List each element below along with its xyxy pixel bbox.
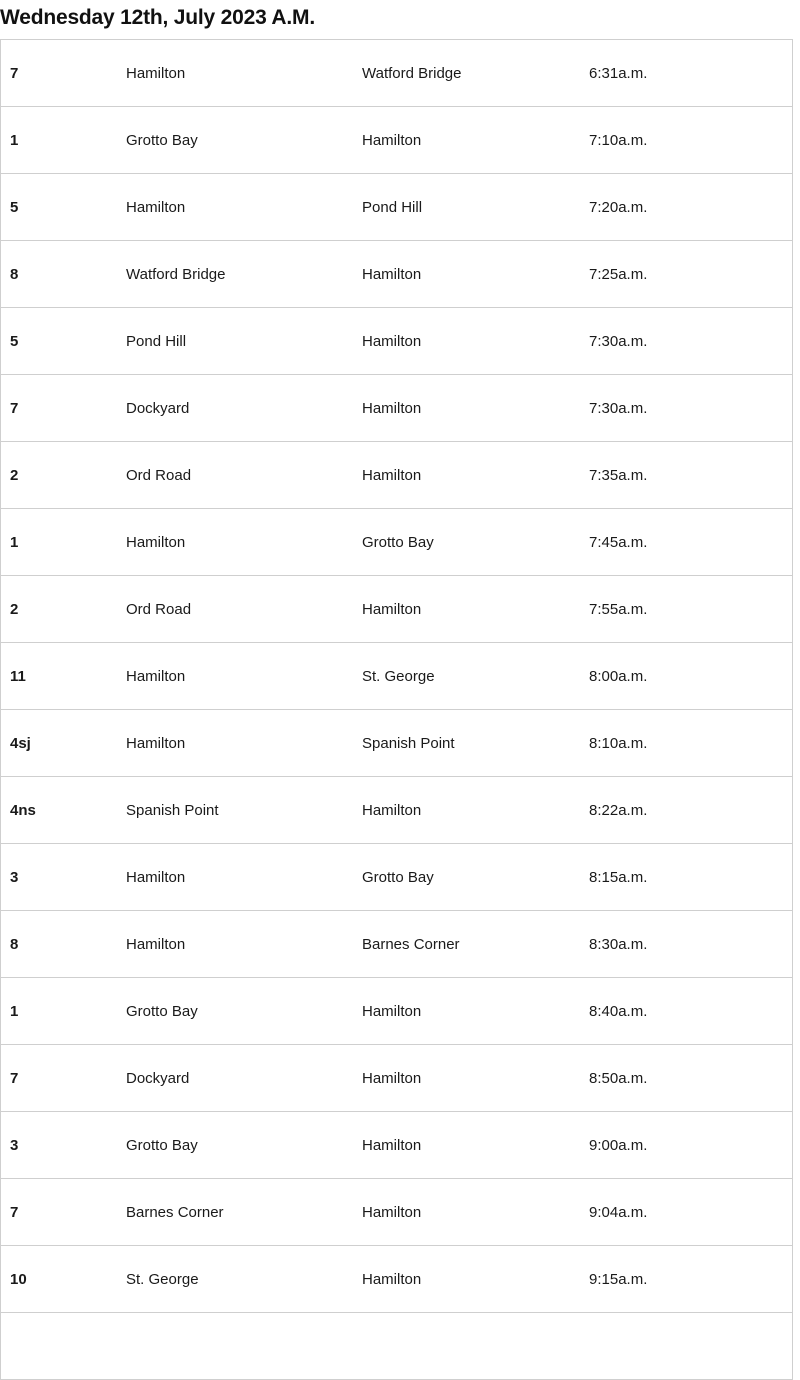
table-row xyxy=(1,1045,793,1112)
departure-time: 9:04a.m. xyxy=(589,1179,793,1246)
route-number: 8 xyxy=(1,241,127,308)
route-number xyxy=(1,1313,127,1380)
origin-stop: Dockyard xyxy=(126,1045,362,1112)
origin-stop: Spanish Point xyxy=(126,777,362,844)
origin-stop: St. George xyxy=(126,1246,362,1313)
departure-time: 8:40a.m. xyxy=(589,978,793,1045)
origin-stop: Hamilton xyxy=(126,710,362,777)
destination-stop: Hamilton xyxy=(362,777,589,844)
destination-stop: Barnes Corner xyxy=(362,911,589,978)
departure-time: 9:00a.m. xyxy=(589,1112,793,1179)
origin-stop: Dockyard xyxy=(126,375,362,442)
origin-stop: Hamilton xyxy=(126,643,362,710)
origin-stop: Ord Road xyxy=(126,576,362,643)
destination-stop: Pond Hill xyxy=(362,174,589,241)
route-number: 11 xyxy=(1,643,127,710)
route-number: 1 xyxy=(1,509,127,576)
origin-stop: Grotto Bay xyxy=(126,1112,362,1179)
departure-time: 8:22a.m. xyxy=(589,777,793,844)
destination-stop: Hamilton xyxy=(362,308,589,375)
table-row xyxy=(1,576,793,643)
route-number: 1 xyxy=(1,107,127,174)
departure-time: 8:15a.m. xyxy=(589,844,793,911)
departure-time: 7:10a.m. xyxy=(589,107,793,174)
table-row xyxy=(1,777,793,844)
departure-time: 7:20a.m. xyxy=(589,174,793,241)
departure-time: 7:25a.m. xyxy=(589,241,793,308)
table-row xyxy=(1,978,793,1045)
departure-time: 7:30a.m. xyxy=(589,308,793,375)
departure-time: 8:10a.m. xyxy=(589,710,793,777)
origin-stop: Grotto Bay xyxy=(126,107,362,174)
table-row xyxy=(1,911,793,978)
origin-stop: Pond Hill xyxy=(126,308,362,375)
destination-stop: Hamilton xyxy=(362,241,589,308)
departure-time: 6:31a.m. xyxy=(589,40,793,107)
origin-stop xyxy=(126,1313,362,1380)
departure-time: 7:45a.m. xyxy=(589,509,793,576)
destination-stop: Hamilton xyxy=(362,107,589,174)
departure-time: 7:55a.m. xyxy=(589,576,793,643)
destination-stop: Hamilton xyxy=(362,375,589,442)
route-number: 3 xyxy=(1,1112,127,1179)
route-number: 7 xyxy=(1,40,127,107)
route-number: 7 xyxy=(1,375,127,442)
departure-time: 7:35a.m. xyxy=(589,442,793,509)
route-number: 8 xyxy=(1,911,127,978)
route-number: 7 xyxy=(1,1179,127,1246)
table-row xyxy=(1,442,793,509)
route-number: 1 xyxy=(1,978,127,1045)
page-title: Wednesday 12th, July 2023 A.M. xyxy=(0,6,315,29)
origin-stop: Hamilton xyxy=(126,174,362,241)
table-row xyxy=(1,1246,793,1313)
table-row xyxy=(1,107,793,174)
origin-stop: Hamilton xyxy=(126,844,362,911)
origin-stop: Ord Road xyxy=(126,442,362,509)
origin-stop: Grotto Bay xyxy=(126,978,362,1045)
route-number: 5 xyxy=(1,308,127,375)
destination-stop: Hamilton xyxy=(362,1179,589,1246)
departure-time: 8:50a.m. xyxy=(589,1045,793,1112)
route-number: 2 xyxy=(1,576,127,643)
destination-stop: Grotto Bay xyxy=(362,844,589,911)
route-number: 7 xyxy=(1,1045,127,1112)
departure-time: 8:00a.m. xyxy=(589,643,793,710)
destination-stop xyxy=(362,1313,589,1380)
destination-stop: Spanish Point xyxy=(362,710,589,777)
route-number: 4ns xyxy=(1,777,127,844)
bus-schedule-table xyxy=(0,39,793,1380)
table-row xyxy=(1,509,793,576)
route-number: 5 xyxy=(1,174,127,241)
route-number: 2 xyxy=(1,442,127,509)
destination-stop: St. George xyxy=(362,643,589,710)
route-number: 3 xyxy=(1,844,127,911)
table-row xyxy=(1,241,793,308)
departure-time: 8:30a.m. xyxy=(589,911,793,978)
destination-stop: Watford Bridge xyxy=(362,40,589,107)
table-row xyxy=(1,710,793,777)
table-row xyxy=(1,40,793,107)
table-row xyxy=(1,643,793,710)
origin-stop: Watford Bridge xyxy=(126,241,362,308)
table-row xyxy=(1,844,793,911)
table-row xyxy=(1,1179,793,1246)
destination-stop: Hamilton xyxy=(362,1112,589,1179)
origin-stop: Barnes Corner xyxy=(126,1179,362,1246)
table-row xyxy=(1,375,793,442)
destination-stop: Hamilton xyxy=(362,576,589,643)
origin-stop: Hamilton xyxy=(126,911,362,978)
table-row xyxy=(1,1313,793,1380)
destination-stop: Hamilton xyxy=(362,1246,589,1313)
departure-time: 7:30a.m. xyxy=(589,375,793,442)
origin-stop: Hamilton xyxy=(126,40,362,107)
route-number: 10 xyxy=(1,1246,127,1313)
origin-stop: Hamilton xyxy=(126,509,362,576)
departure-time xyxy=(589,1313,793,1380)
destination-stop: Hamilton xyxy=(362,1045,589,1112)
departure-time: 9:15a.m. xyxy=(589,1246,793,1313)
route-number: 4sj xyxy=(1,710,127,777)
table-row xyxy=(1,174,793,241)
table-row xyxy=(1,1112,793,1179)
destination-stop: Grotto Bay xyxy=(362,509,589,576)
table-row xyxy=(1,308,793,375)
destination-stop: Hamilton xyxy=(362,442,589,509)
schedule-body xyxy=(1,40,793,1380)
destination-stop: Hamilton xyxy=(362,978,589,1045)
